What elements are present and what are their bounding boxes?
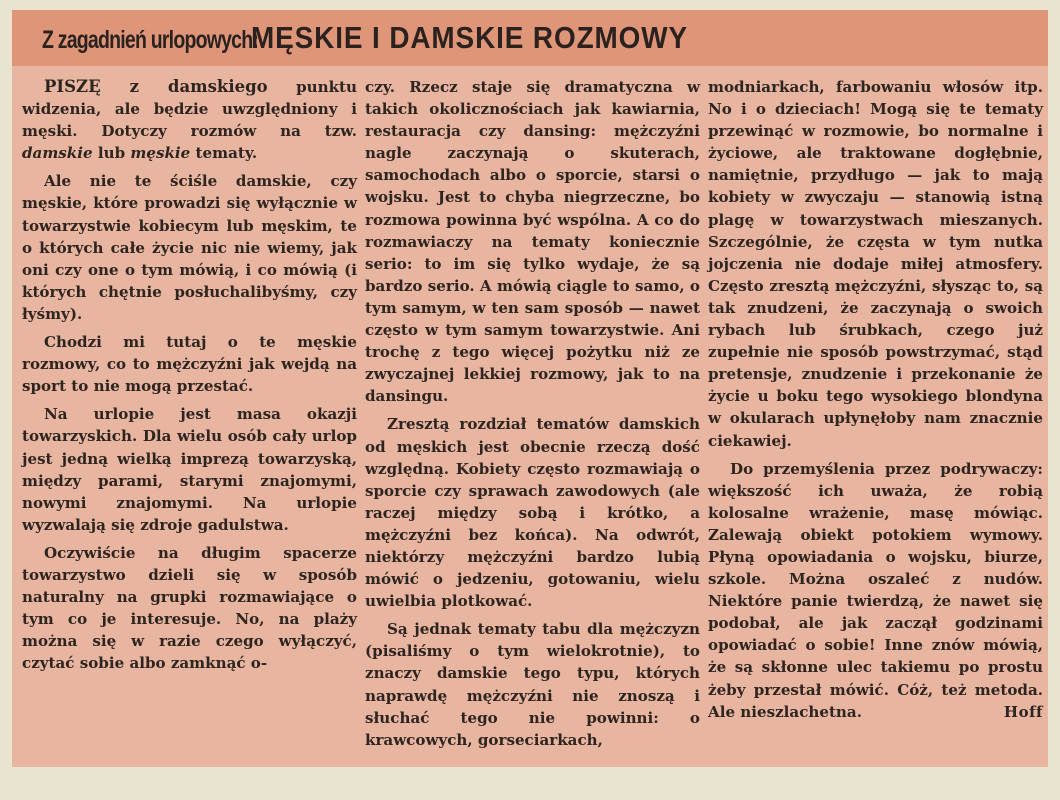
column-2 [365,76,700,761]
author-signature: Hoff [1003,702,1043,721]
paragraph: Są jednak tematy tabu dla mężczyzn (pisaliśmy o tym wielokrotnie), to znaczy damskie tego typu, których naprawdę mężczyźni nie znoszą i słuchać tego nie powinni: o krawcowych, gorseciarkach, [365,620,700,749]
lead-in: PISZĘ z damskiego [44,77,268,96]
paragraph: Na urlopie jest masa okazji towarzyskich. Dla wielu osób cały urlop jest jedną wielką imprezą towarzyską, między parami, starymi znajomymi, nowymi znajomymi. Na urlopie wyzwalają się zdroje gadulstwa. [22,405,357,534]
paragraph-continued: modniarkach, farbowaniu włosów itp. No i o dzieciach! Mogą się te tematy przewinąć w rozmowie, bo normalne i życiowe, ale traktowane dogłębnie, namiętnie, przydługo — jak to mają kobiety w zwyczaju — stanowią istną plagę w towarzystwach mieszanych. Szczególnie, że częsta w tym nutka jojczenia nie dodaje miłej atmosfery. Często zresztą mężczyźni, słysząc to, są tak znudzeni, że zaczynają o swoich rybach lub śrubkach, czego już zupełnie nie sposób powstrzymać, stąd pretensje, znudzenie i przekonanie że życie u boku tego wysokiego blondyna w okularach upłynęłoby nam znacznie ciekawiej. [708,78,1043,450]
article-body [22,76,1043,761]
paragraph: Zresztą rozdział tematów damskich od męskich jest obecnie rzeczą dość względną. Kobiety często rozmawiają o sporcie czy sprawach zawodowych (ale raczej między sobą i krótko, a mężczyźni bez końca). Na odwrót, niektórzy mężczyźni bardzo lubią mówić o jedzeniu, gotowaniu, wielu uwielbia plotkować. [365,415,700,611]
paragraph: Do przemyślenia przez podrywaczy: większość ich uważa, że robią kolosalne wrażenie, masę mówiąc. Zalewają obiekt potokiem wymowy. Płyną opowiadania o wojsku, biurze, szkole. Można oszaleć z nudów. Niektóre panie twierdzą, że nawet się podobał, ale jak zaczął godzinami opowiadać o sobie! Inne znów mówią, że są skłonne ulec takiemu po prostu żeby przestał mówić. Cóż, też metoda. Ale nieszlachetna. Hoff [708,458,1043,723]
article-title [12,20,737,56]
title-kicker: Z zagadnień urlopowych: [42,26,259,54]
paragraph: Ale nie te ściśle damskie, czy męskie, które prowadzi się wyłącznie w towarzystwie kobiecym lub męskim, te o których całe życie nic nie wiemy, jak oni czy one o tym mówią, i co mówią (i których chętnie posłuchalibyśmy, czy łyśmy). [22,172,357,323]
column-1 [22,76,357,761]
column-3 [708,76,1043,761]
title-band [12,10,1048,66]
title-headline: MĘSKIE I DAMSKIE ROZMOWY [251,20,689,55]
paragraph: Oczywiście na długim spacerze towarzystwo dzieli się w sposób naturalny na grupki rozmawiające o tym co je interesuje. No, na plaży można się w razie czego wyłączyć, czytać sobie albo zamknąć o- [22,543,357,673]
paragraph: Chodzi mi tutaj o te męskie rozmowy, co to mężczyźni jak wejdą na sport to nie mogą przestać. [22,333,357,396]
paragraph: PISZĘ z damskiego punktu widzenia, ale będzie uwzględniony i męski. Dotyczy rozmów na tzw. damskie lub męskie tematy. [22,77,357,163]
emphasis: męskie [130,144,191,163]
newspaper-clipping [12,10,1048,767]
paragraph-continued: czy. Rzecz staje się dramatyczna w takich okolicznościach jak kawiarnia, restauracja czy dansing: mężczyźni nagle zaczynają o skuterach, samochodach albo o sporcie, starsi o wojsku. Jest to chyba niegrzeczne, bo rozmowa powinna być wspólna. A co do rozmawiaczy na tematy koniecznie serio: to im się tylko wydaje, że są bardzo serio. A mówią ciągle to samo, o tym samym, w ten sam sposób — nawet często w tym samym towarzystwie. Ani trochę z tego więcej pożytku niż ze zwyczajnej lekkiej rozmowy, jak to na dansingu. [365,78,700,406]
emphasis: damskie [22,144,93,163]
